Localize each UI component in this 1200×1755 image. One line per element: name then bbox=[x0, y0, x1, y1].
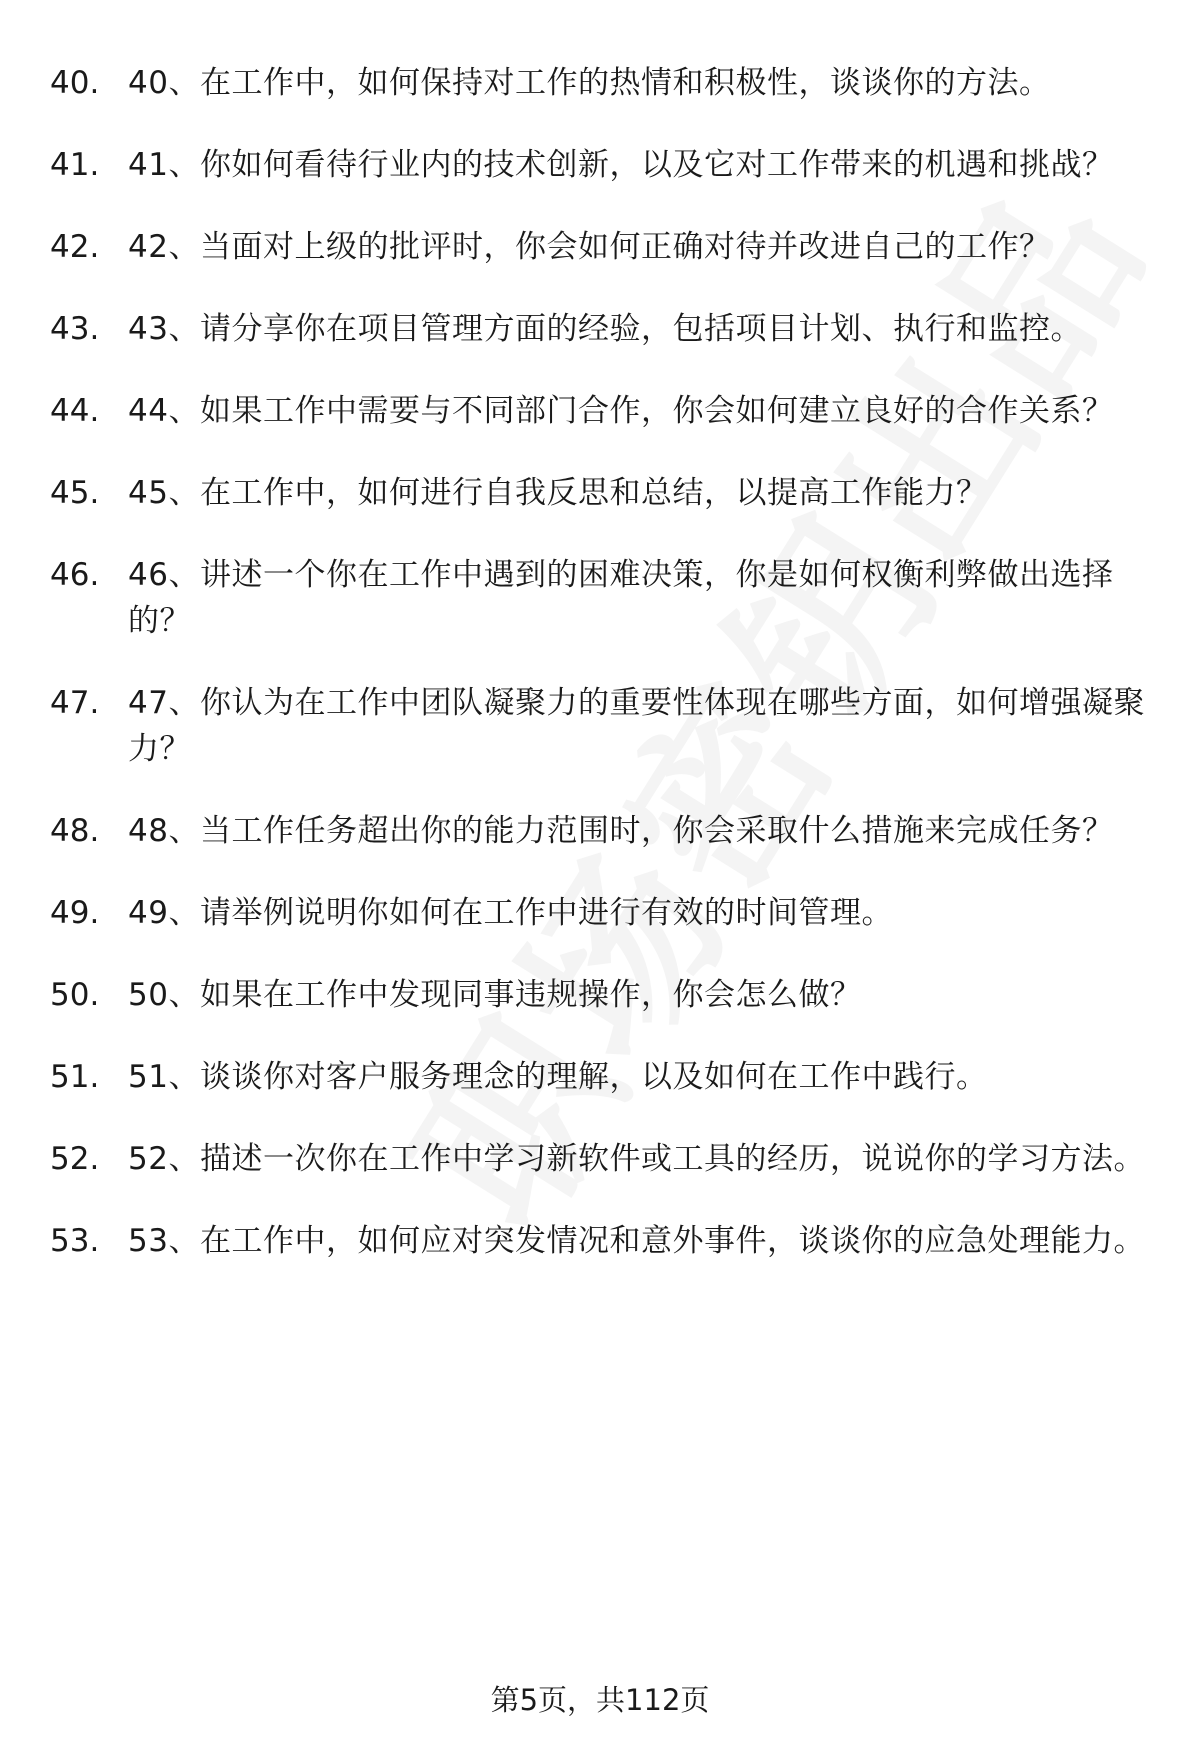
item-text: 45、在工作中，如何进行自我反思和总结，以提高工作能力？ bbox=[128, 475, 988, 511]
list-item bbox=[0, 142, 1200, 188]
list-item bbox=[0, 552, 1200, 644]
item-number: 40. bbox=[50, 65, 100, 101]
item-number: 43. bbox=[50, 311, 100, 347]
item-text: 49、请举例说明你如何在工作中进行有效的时间管理。 bbox=[128, 895, 893, 931]
item-number: 50. bbox=[50, 977, 100, 1013]
question-list bbox=[0, 60, 1200, 1300]
item-number: 52. bbox=[50, 1141, 100, 1177]
item-number: 53. bbox=[50, 1223, 100, 1259]
list-item bbox=[0, 1136, 1200, 1182]
list-item bbox=[0, 972, 1200, 1018]
item-number: 45. bbox=[50, 475, 100, 511]
item-text: 44、如果工作中需要与不同部门合作，你会如何建立良好的合作关系？ bbox=[128, 393, 1114, 429]
item-number: 42. bbox=[50, 229, 100, 265]
item-number: 51. bbox=[50, 1059, 100, 1095]
list-item bbox=[0, 680, 1200, 772]
item-text: 50、如果在工作中发现同事违规操作，你会怎么做？ bbox=[128, 977, 862, 1013]
item-text: 48、当工作任务超出你的能力范围时，你会采取什么措施来完成任务？ bbox=[128, 813, 1114, 849]
item-text: 51、谈谈你对客户服务理念的理解，以及如何在工作中践行。 bbox=[128, 1059, 988, 1095]
item-text: 53、在工作中，如何应对突发情况和意外事件，谈谈你的应急处理能力。 bbox=[128, 1223, 1145, 1259]
item-number: 49. bbox=[50, 895, 100, 931]
item-text: 52、描述一次你在工作中学习新软件或工具的经历，说说你的学习方法。 bbox=[128, 1141, 1145, 1177]
list-item bbox=[0, 60, 1200, 106]
list-item bbox=[0, 1054, 1200, 1100]
item-number: 47. bbox=[50, 685, 100, 721]
item-text: 43、请分享你在项目管理方面的经验，包括项目计划、执行和监控。 bbox=[128, 311, 1082, 347]
item-text: 41、你如何看待行业内的技术创新，以及它对工作带来的机遇和挑战？ bbox=[128, 147, 1114, 183]
list-item bbox=[0, 224, 1200, 270]
page-footer: 第5页，共112页 bbox=[490, 1683, 710, 1717]
item-text: 46、讲述一个你在工作中遇到的困难决策，你是如何权衡利弊做出选择的？ bbox=[128, 557, 1114, 639]
list-item bbox=[0, 890, 1200, 936]
item-number: 44. bbox=[50, 393, 100, 429]
item-text: 47、你认为在工作中团队凝聚力的重要性体现在哪些方面，如何增强凝聚力？ bbox=[128, 685, 1145, 767]
item-number: 41. bbox=[50, 147, 100, 183]
list-item bbox=[0, 306, 1200, 352]
list-item bbox=[0, 1218, 1200, 1264]
list-item bbox=[0, 470, 1200, 516]
list-item bbox=[0, 388, 1200, 434]
item-number: 48. bbox=[50, 813, 100, 849]
item-number: 46. bbox=[50, 557, 100, 593]
item-text: 40、在工作中，如何保持对工作的热情和积极性，谈谈你的方法。 bbox=[128, 65, 1051, 101]
item-text: 42、当面对上级的批评时，你会如何正确对待并改进自己的工作？ bbox=[128, 229, 1051, 265]
list-item bbox=[0, 808, 1200, 854]
